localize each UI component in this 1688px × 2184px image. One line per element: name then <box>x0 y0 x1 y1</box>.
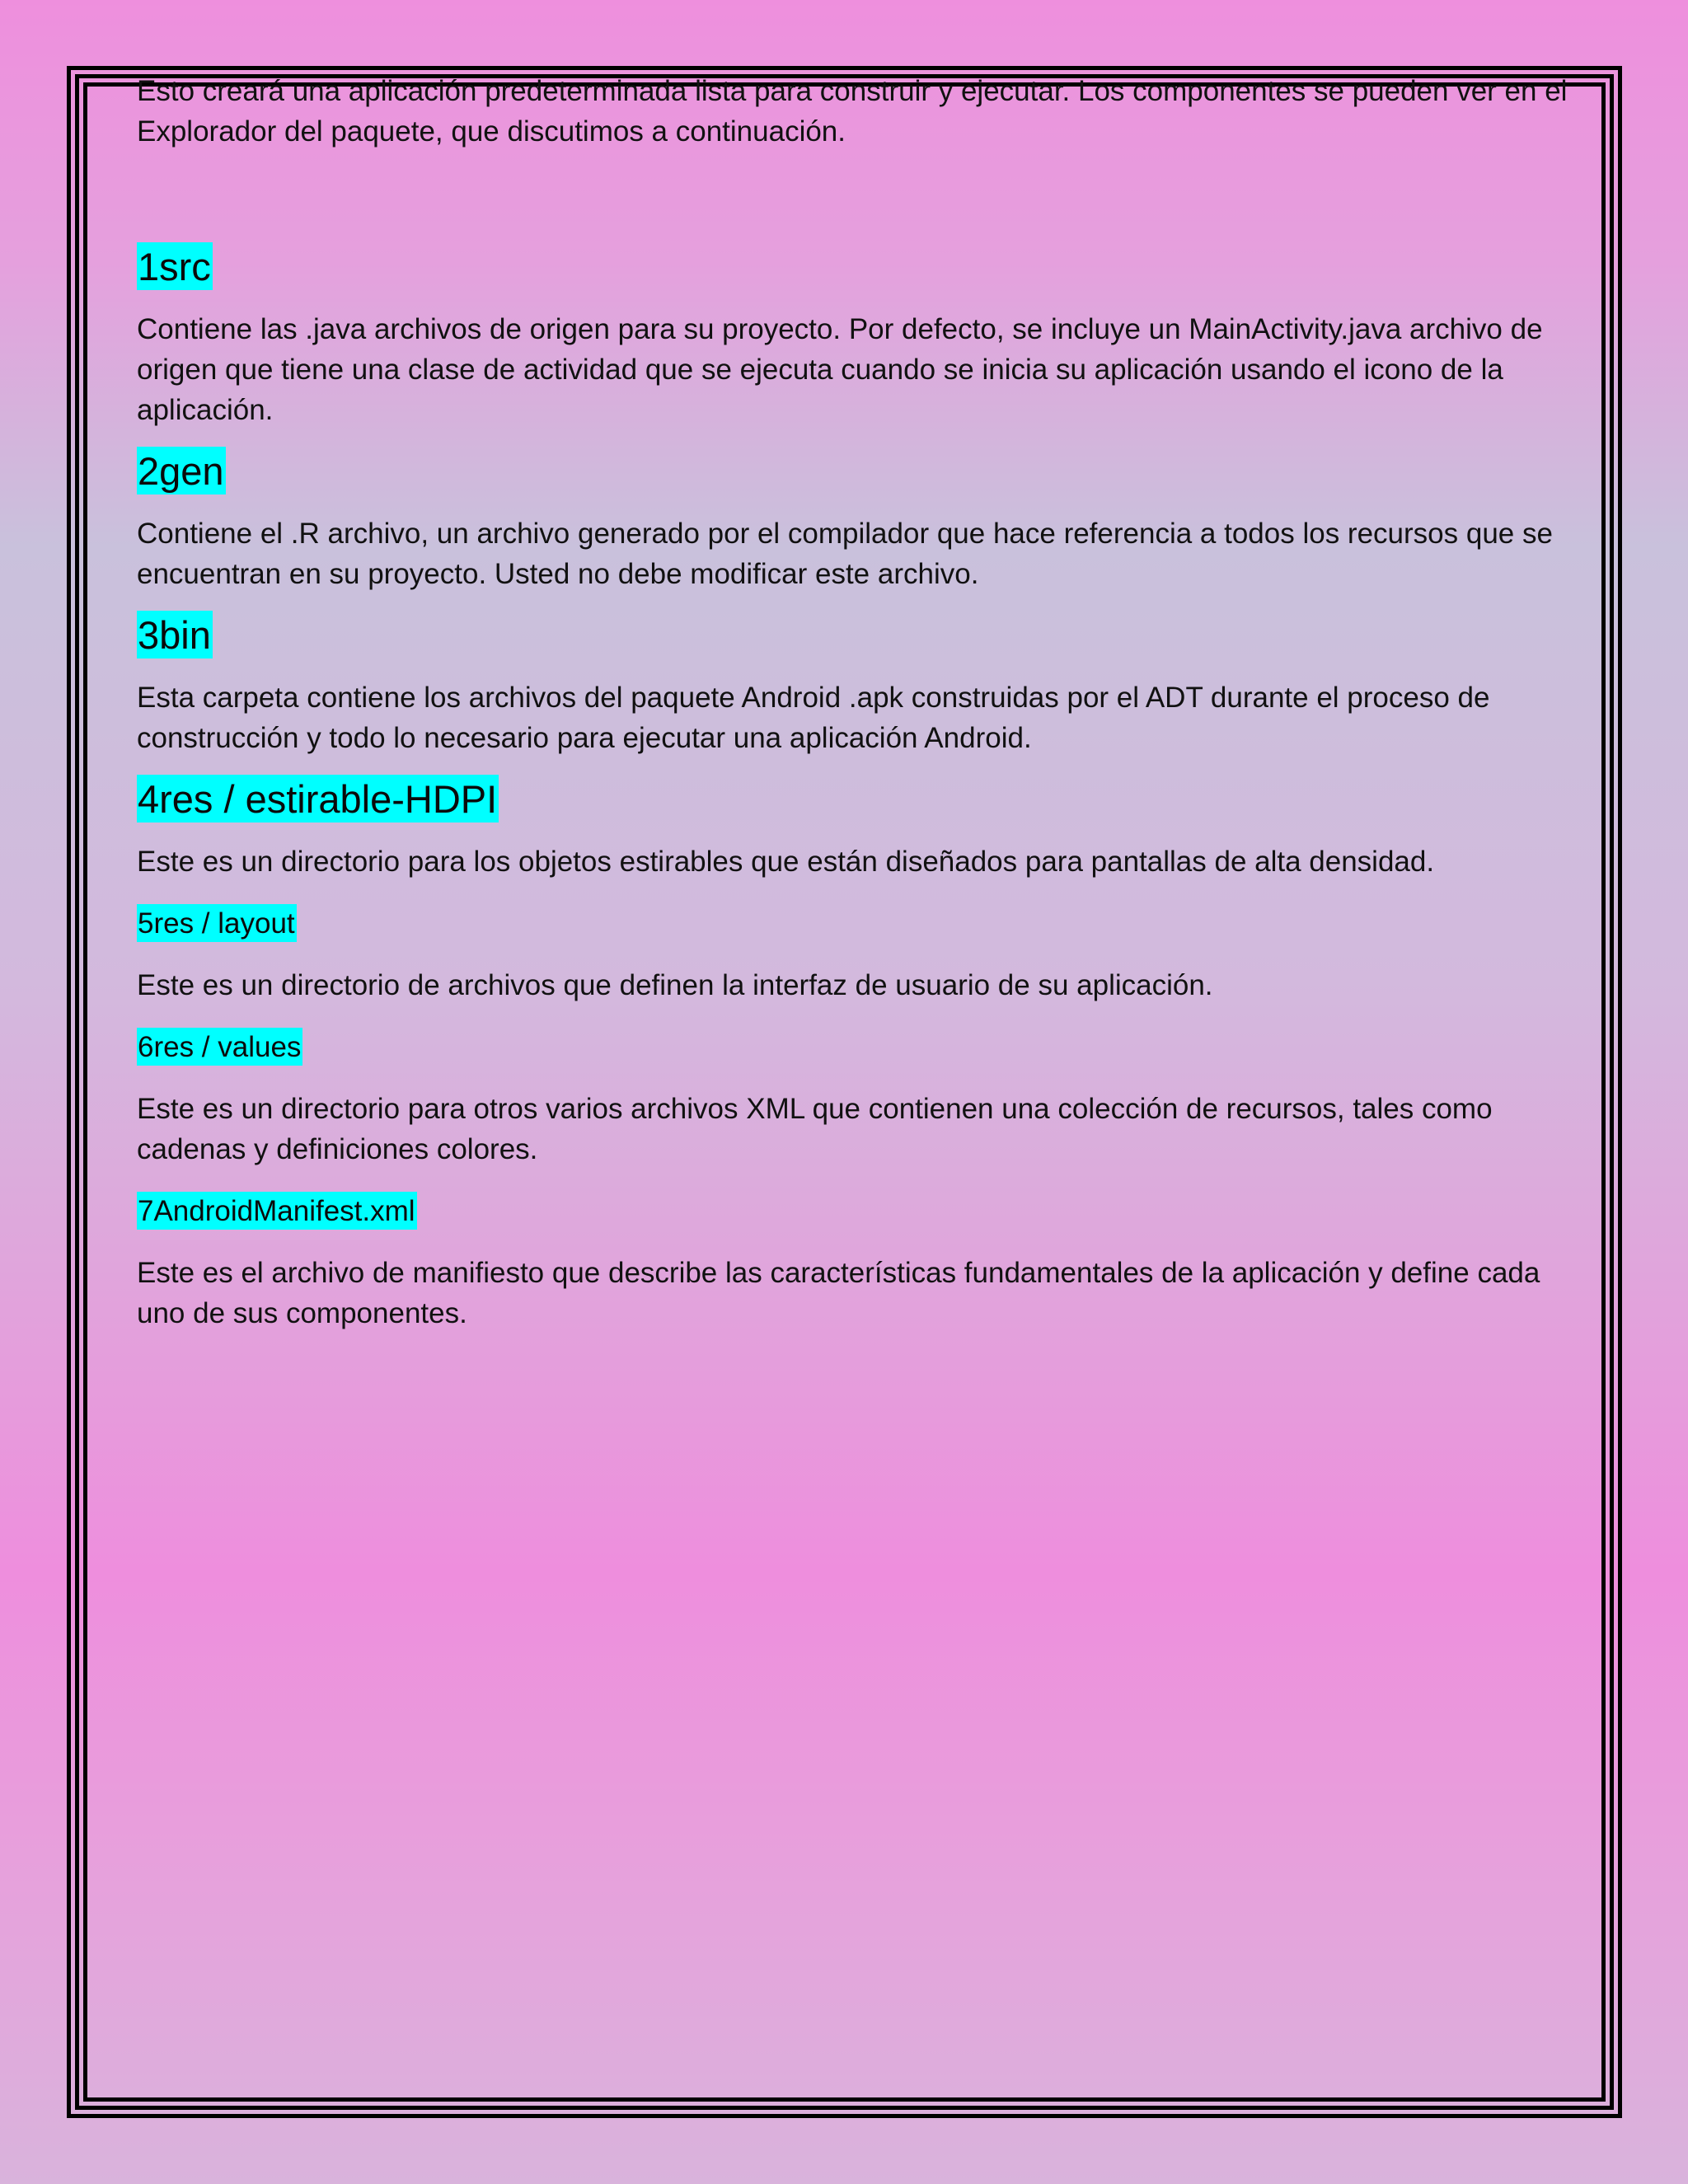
section-res-drawable-hdpi <box>137 775 1571 823</box>
section-heading: 7AndroidManifest.xml <box>137 1192 417 1230</box>
section-heading: 1src <box>137 242 213 290</box>
section-text: Esta carpeta contiene los archivos del paquete Android .apk construidas por el ADT durante el proceso de construcción y todo lo necesario para ejecutar una aplicación Android. <box>137 682 1490 754</box>
section-text: Contiene las .java archivos de origen para su proyecto. Por defecto, se incluye un MainActivity.java archivo de origen que tiene una clase de actividad que se ejecuta cuando se inicia su aplicación usando el icono de la aplicación. <box>137 313 1543 426</box>
section-heading: 3bin <box>137 611 213 658</box>
section-text: Este es un directorio para los objetos estirables que están diseñados para pantallas de alta densidad. <box>137 846 1435 878</box>
section-text: Este es un directorio de archivos que definen la interfaz de usuario de su aplicación. <box>137 969 1213 1001</box>
section-src <box>137 242 1571 290</box>
section-text: Este es un directorio para otros varios archivos XML que contienen una colección de recursos, tales como cadenas y definiciones colores. <box>137 1093 1493 1165</box>
section-heading: 6res / values <box>137 1028 302 1066</box>
section-bin <box>137 611 1571 658</box>
section-res-values <box>137 1028 1571 1066</box>
section-heading: 2gen <box>137 447 226 494</box>
section-heading: 5res / layout <box>137 904 297 942</box>
section-text: Este es el archivo de manifiesto que describe las características fundamentales de la aplicación y define cada uno de sus componentes. <box>137 1257 1540 1329</box>
document-content <box>137 71 1571 1333</box>
section-heading: 4res / estirable-HDPI <box>137 775 499 823</box>
section-text: Contiene el .R archivo, un archivo generado por el compilador que hace referencia a todos los recursos que se encuentran en su proyecto. Usted no debe modificar este archivo. <box>137 518 1553 590</box>
intro-paragraph: Esto creará una aplicación predeterminada lista para construir y ejecutar. Los componentes se pueden ver en el Explorador del paquete, que discutimos a continuación. <box>137 75 1568 148</box>
section-android-manifest <box>137 1192 1571 1230</box>
section-gen <box>137 447 1571 494</box>
section-res-layout <box>137 904 1571 942</box>
